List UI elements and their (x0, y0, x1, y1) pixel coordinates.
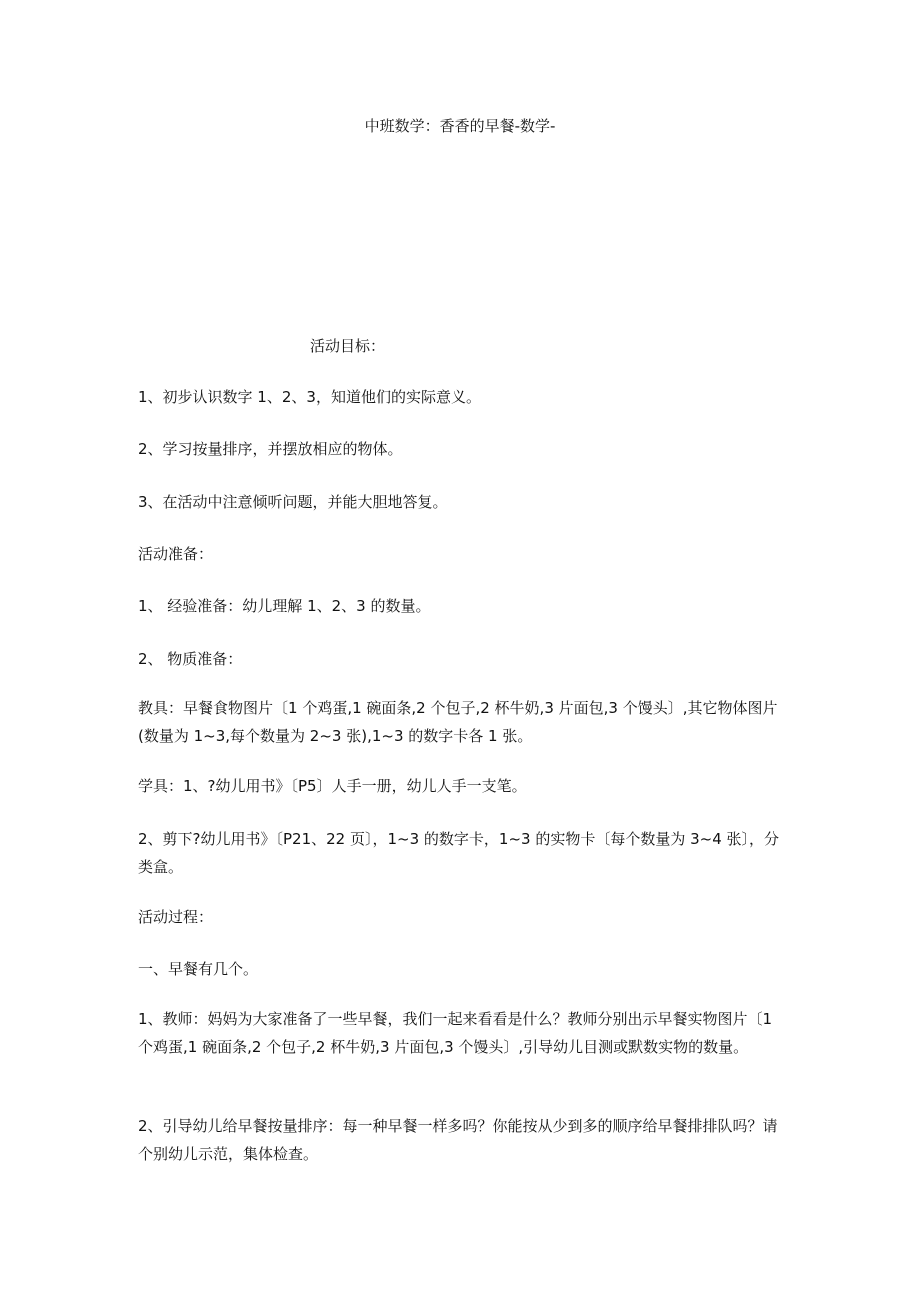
prep-heading: 活动准备： (138, 545, 214, 563)
goal-heading: 活动目标： (310, 337, 386, 355)
goal-item-2: 2、学习按量排序，并摆放相应的物体。 (138, 440, 403, 458)
step-one-item-2: 2、引导幼儿给早餐按量排序：每一种早餐一样多吗？你能按从少到多的顺序给早餐排排队吗？请个别幼儿示范，集体检查。 (138, 1117, 778, 1163)
step-one-item-1: 1、教师：妈妈为大家准备了一些早餐，我们一起来看看是什么？教师分别出示早餐实物图片〔1 个鸡蛋,1 碗面条,2 个包子,2 杯牛奶,3 片面包,3 个馒头〕,引导幼儿目测或默数实物的数量。 (138, 1010, 773, 1056)
goal-item-3: 3、在活动中注意倾听问题，并能大胆地答复。 (138, 493, 448, 511)
prep-item-1: 1、 经验准备：幼儿理解 1、2、3 的数量。 (138, 597, 431, 615)
student-materials: 学具：1、?幼儿用书》〔P5〕人手一册，幼儿人手一支笔。 (138, 777, 527, 795)
prep-item-2: 2、 物质准备： (138, 650, 243, 668)
teaching-materials: 教具：早餐食物图片〔1 个鸡蛋,1 碗面条,2 个包子,2 杯牛奶,3 片面包,3 个馒头〕,其它物体图片(数量为 1~3,每个数量为 2~3 张),1~3 的数字卡各 1 张。 (138, 699, 778, 745)
cutout-materials: 2、剪下?幼儿用书》〔P21、22 页〕，1~3 的数字卡，1~3 的实物卡〔每个数量为 3~4 张〕，分类盒。 (138, 830, 780, 876)
step-one-heading: 一、早餐有几个。 (138, 960, 259, 978)
document-title: 中班数学：香香的早餐-数学- (364, 117, 556, 135)
goal-item-1: 1、初步认识数字 1、2、3，知道他们的实际意义。 (138, 388, 481, 406)
process-heading: 活动过程： (138, 908, 214, 926)
